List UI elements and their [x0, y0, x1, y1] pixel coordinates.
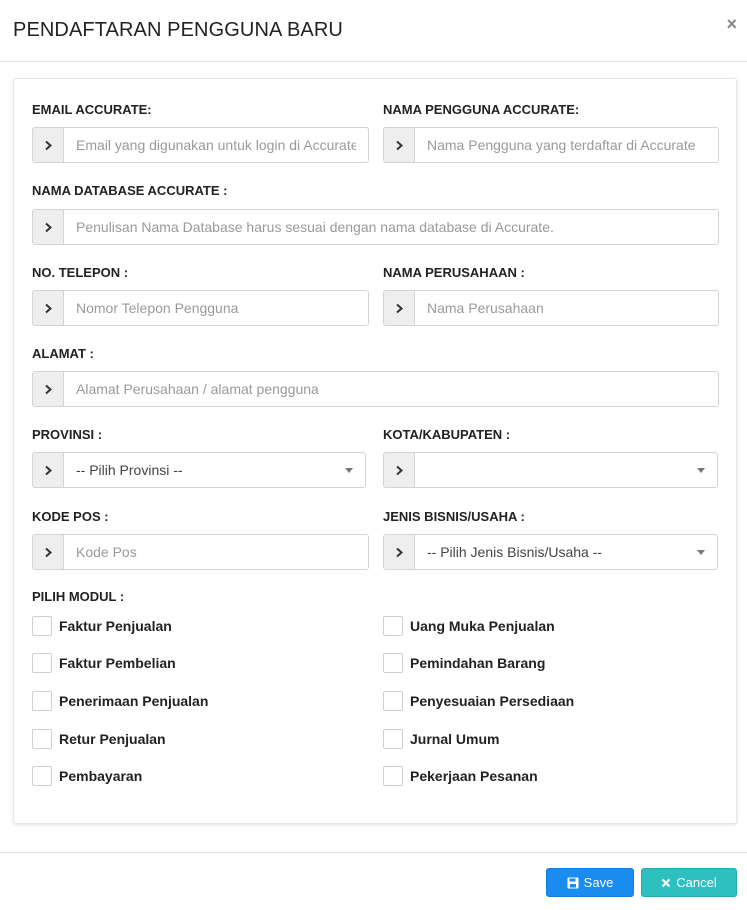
chevron-right-icon [33, 291, 64, 325]
address-input[interactable] [64, 372, 718, 406]
form-panel [13, 78, 737, 824]
phone-input-group [32, 290, 369, 326]
module-checkbox-pembayaran[interactable] [32, 766, 142, 786]
database-input[interactable] [64, 210, 718, 244]
checkbox-box[interactable] [32, 691, 52, 711]
email-input[interactable] [64, 128, 368, 162]
chevron-right-icon [33, 210, 64, 244]
module-checkbox-penerimaan-penjualan[interactable] [32, 691, 208, 711]
module-checkbox-pekerjaan-pesanan[interactable] [383, 766, 538, 786]
module-checkbox-retur-penjualan[interactable] [32, 729, 166, 749]
chevron-right-icon [33, 453, 64, 487]
postal-input-group [32, 534, 369, 570]
checkbox-box[interactable] [32, 653, 52, 673]
caret-down-icon [697, 550, 705, 555]
chevron-right-icon [33, 535, 64, 569]
email-label: EMAIL ACCURATE: [32, 102, 152, 117]
modules-label: PILIH MODUL : [32, 589, 125, 604]
close-icon[interactable]: × [726, 14, 737, 34]
caret-down-icon [697, 468, 705, 473]
module-label: Faktur Pembelian [59, 655, 176, 671]
module-label: Retur Penjualan [59, 731, 166, 747]
module-label: Pembayaran [59, 768, 143, 784]
city-select-group [383, 452, 718, 488]
business-selected-value: -- Pilih Jenis Bisnis/Usaha -- [427, 544, 603, 560]
save-button[interactable] [546, 868, 634, 897]
module-checkbox-faktur-pembelian[interactable] [32, 653, 176, 673]
chevron-right-icon [384, 128, 415, 162]
username-label: NAMA PENGGUNA ACCURATE: [383, 102, 580, 117]
cancel-button[interactable] [641, 868, 737, 897]
module-label: Jurnal Umum [410, 731, 500, 747]
module-checkbox-penyesuaian-persediaan[interactable] [383, 691, 574, 711]
username-input[interactable] [415, 128, 718, 162]
cancel-label: Cancel [676, 875, 717, 890]
chevron-right-icon [33, 128, 64, 162]
times-icon [661, 878, 671, 888]
save-label: Save [583, 875, 614, 890]
database-input-group [32, 209, 719, 245]
chevron-right-icon [384, 535, 415, 569]
checkbox-box[interactable] [383, 766, 403, 786]
chevron-right-icon [33, 372, 64, 406]
chevron-right-icon [384, 453, 415, 487]
province-label: PROVINSI : [32, 427, 103, 442]
address-label: ALAMAT : [32, 346, 94, 361]
company-input[interactable] [415, 291, 718, 325]
module-checkbox-pemindahan-barang[interactable] [383, 653, 545, 673]
database-label: NAMA DATABASE ACCURATE : [32, 183, 228, 198]
module-label: Pekerjaan Pesanan [410, 768, 538, 784]
address-input-group [32, 371, 719, 407]
business-label: JENIS BISNIS/USAHA : [383, 509, 525, 524]
caret-down-icon [345, 468, 353, 473]
module-checkbox-jurnal-umum[interactable] [383, 729, 499, 749]
modal-header [0, 0, 747, 62]
checkbox-box[interactable] [383, 616, 403, 636]
module-checkbox-uang-muka-penjualan[interactable] [383, 616, 555, 636]
city-label: KOTA/KABUPATEN : [383, 427, 511, 442]
checkbox-box[interactable] [383, 729, 403, 749]
phone-input[interactable] [64, 291, 368, 325]
postal-input[interactable] [64, 535, 368, 569]
city-select[interactable] [415, 453, 717, 487]
email-input-group [32, 127, 369, 163]
chevron-right-icon [384, 291, 415, 325]
company-label: NAMA PERUSAHAAN : [383, 265, 525, 280]
checkbox-box[interactable] [383, 653, 403, 673]
business-select[interactable] [415, 535, 717, 569]
module-checkbox-faktur-penjualan[interactable] [32, 616, 172, 636]
company-input-group [383, 290, 719, 326]
module-label: Faktur Penjualan [59, 618, 172, 634]
footer-divider [0, 852, 747, 853]
province-select[interactable] [64, 453, 365, 487]
module-label: Pemindahan Barang [410, 655, 546, 671]
province-select-group [32, 452, 366, 488]
checkbox-box[interactable] [32, 729, 52, 749]
floppy-disk-icon [567, 877, 579, 889]
module-label: Penyesuaian Persediaan [410, 693, 575, 709]
modal-title: PENDAFTARAN PENGGUNA BARU [13, 19, 343, 41]
checkbox-box[interactable] [383, 691, 403, 711]
business-select-group [383, 534, 718, 570]
postal-label: KODE POS : [32, 509, 109, 524]
module-label: Penerimaan Penjualan [59, 693, 209, 709]
module-label: Uang Muka Penjualan [410, 618, 555, 634]
province-selected-value: -- Pilih Provinsi -- [76, 462, 183, 478]
username-input-group [383, 127, 719, 163]
checkbox-box[interactable] [32, 766, 52, 786]
checkbox-box[interactable] [32, 616, 52, 636]
phone-label: NO. TELEPON : [32, 265, 129, 280]
